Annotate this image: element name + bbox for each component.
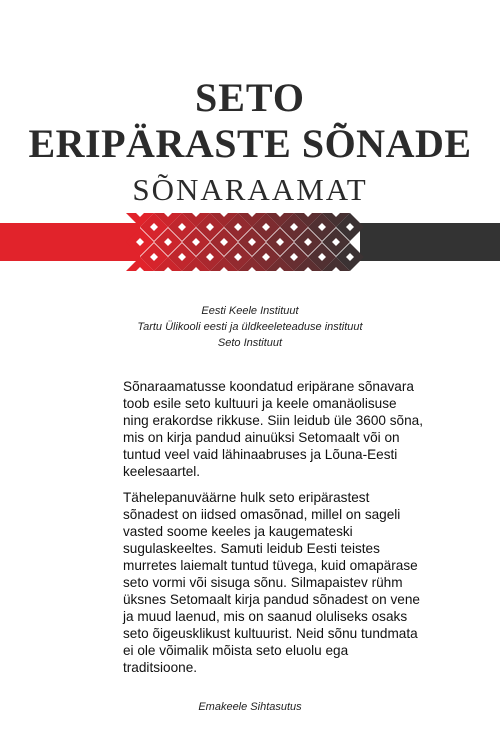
publisher: Emakeele Sihtasutus [198,701,302,713]
paragraph: Tähelepanuväärne hulk seto eripärastest sõnadest on iidsed omasõnad, millel on sageli vasted soome keeles ja kaugemateski sugulaskeeltes. Samuti leidub Eesti teistes murretes laiemalt tuntud tüvega, kuid omapärase seto vormi või sisuga sõnu. Silmapaistev rühm üksnes Setomaalt kirja pandud sõnadest on vene ja muud laenud, mis on saanud oluliseks osaks seto õigeusklikust kultuurist. Neid sõnu tundmata ei ole võimalik mõista seto eluolu ega traditsioone. [123,490,420,675]
decorative-pattern-band [0,213,500,271]
title-line-2: ERIPÄRASTE SÕNADE [28,121,472,166]
institute-name: Tartu Ülikooli eesti ja üldkeeleteaduse instituut [137,321,363,333]
title-block [0,75,500,208]
title-line-1: SETO [195,75,305,120]
institute-name: Seto Instituut [217,337,283,349]
subtitle: SÕNARAAMAT [132,172,368,207]
paragraph: Sõnaraamatusse koondatud eripärane sõnavara toob esile seto kultuuri ja keele omanäolisuse ning erakordse rikkuse. Siin leidub üle 3600 sõna, mis on kirja pandud ainuüksi Setomaalt või on tuntud veel vaid lähinaabruses ja Lõuna-Eesti keelesaartel. [123,379,424,479]
institutes-list [0,303,500,351]
description [123,378,423,685]
institute-name: Eesti Keele Instituut [201,305,299,317]
